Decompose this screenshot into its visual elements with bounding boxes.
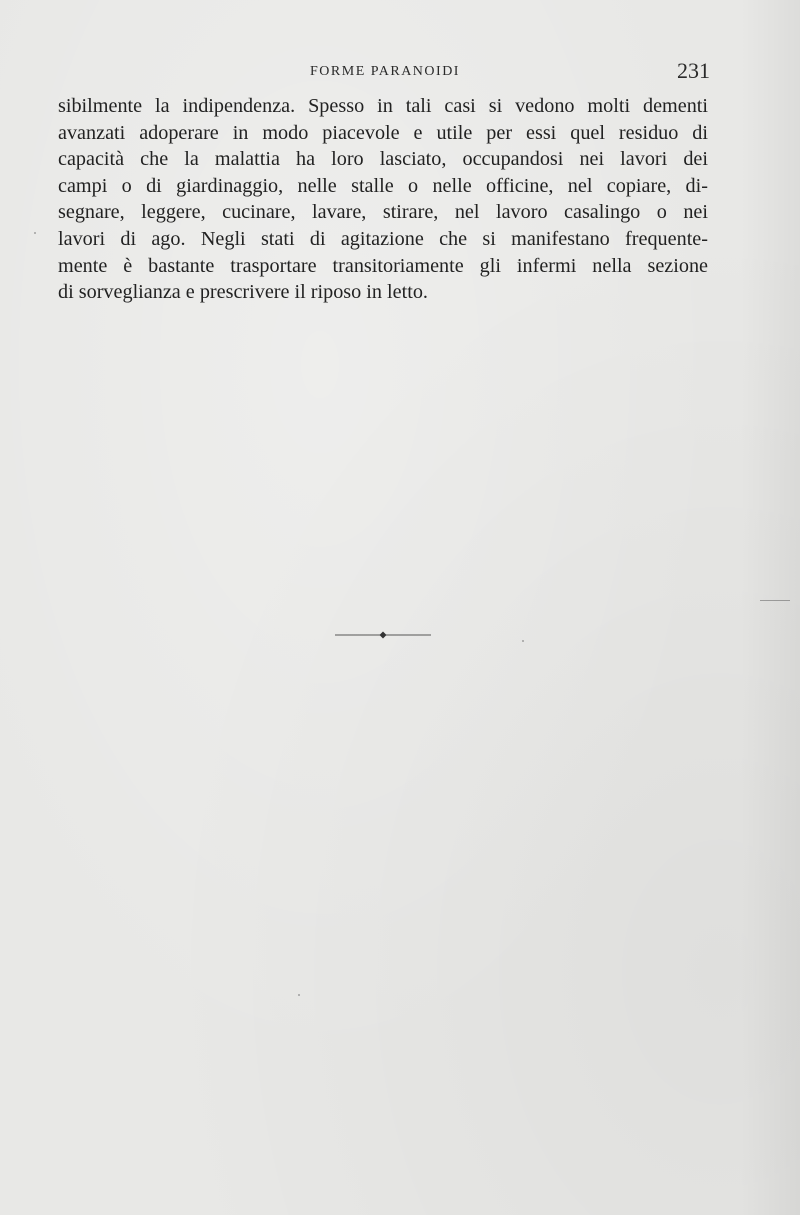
text-line: mente è bastante trasportare transitoriamente gli infermi nella sezione: [58, 254, 708, 277]
page-number: 231: [677, 58, 710, 83]
text-line: campi o di giardinaggio, nelle stalle o nelle officine, nel copiare, di-: [58, 174, 708, 197]
running-head: [60, 58, 710, 88]
paper-speck: [522, 640, 524, 642]
paper-speck: [760, 600, 790, 601]
body-paragraph: [58, 93, 708, 306]
text-line: capacità che la malattia ha loro lasciato, occupandosi nei lavori dei: [58, 148, 708, 171]
section-end-ornament: [333, 626, 433, 642]
text-line: avanzati adoperare in modo piacevole e utile per essi quel residuo di: [58, 121, 708, 144]
text-line: lavori di ago. Negli stati di agitazione che si manifestano frequente-: [58, 227, 708, 250]
ornament-diamond: [380, 632, 387, 639]
text-line: di sorveglianza e prescrivere il riposo in letto.: [58, 281, 428, 304]
text-line: segnare, leggere, cucinare, lavare, stirare, nel lavoro casalingo o nei: [58, 201, 708, 224]
text-line: sibilmente la indipendenza. Spesso in tali casi si vedono molti dementi: [58, 95, 708, 117]
paper-speck: [34, 232, 36, 234]
paper-speck: [298, 994, 300, 996]
running-title: FORME PARANOIDI: [310, 64, 460, 79]
